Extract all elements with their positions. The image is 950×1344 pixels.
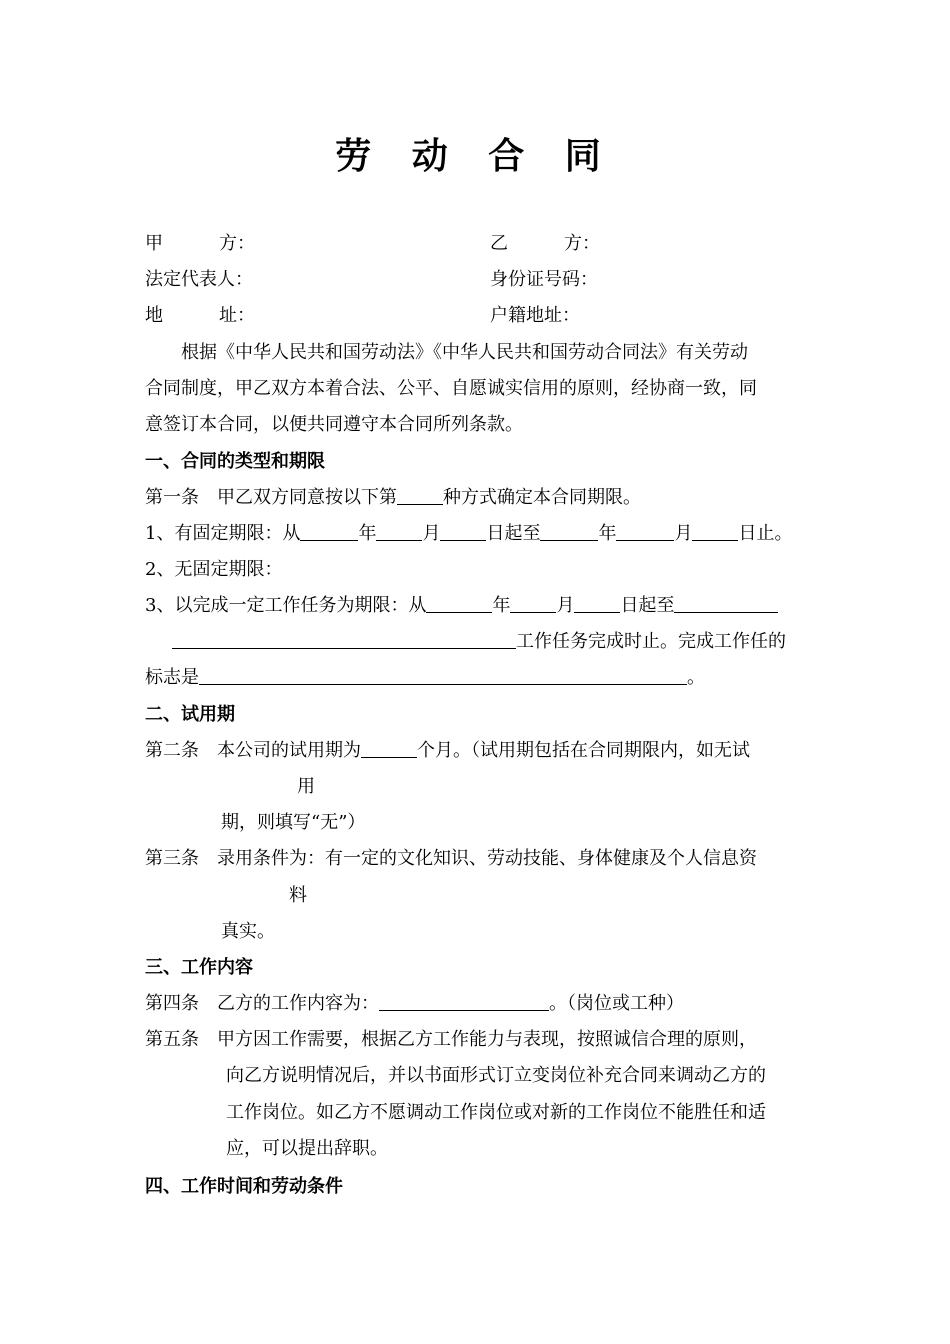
day-from-label: 日起至	[620, 595, 675, 616]
section-2-heading: 二、试用期	[145, 704, 235, 725]
article-4-text: 第四条 乙方的工作内容为：	[145, 993, 379, 1014]
id-number-label: 身份证号码：	[490, 269, 598, 290]
article-2-text-end: 个月。（试用期包括在合同期限内，如无试	[417, 740, 750, 761]
year-label: 年	[358, 523, 377, 544]
option-3-text: 3、以完成一定工作任务为期限：从	[145, 595, 427, 616]
option-2: 2、无固定期限：	[145, 559, 283, 580]
blank-start-day[interactable]	[440, 522, 486, 541]
party-b-line	[490, 232, 600, 256]
article-4-text-end: 。（岗位或工种）	[549, 993, 684, 1014]
blank-task-month[interactable]	[510, 594, 556, 613]
blank-end-day[interactable]	[692, 522, 738, 541]
month-label: 月	[556, 595, 575, 616]
article-2	[145, 739, 750, 763]
address-colon: 址：	[219, 305, 255, 326]
day-end-label: 日止。	[738, 523, 793, 544]
preamble-line-3: 意签订本合同，以便共同遵守本合同所列条款。	[145, 414, 523, 435]
article-5-line-3: 工作岗位。如乙方不愿调动工作岗位或对新的工作岗位不能胜任和适	[226, 1102, 766, 1123]
legal-rep-label: 法定代表人：	[145, 269, 253, 290]
address-line	[145, 304, 255, 328]
month-label: 月	[422, 523, 441, 544]
article-2-wrap-2: 期，则填写“无”）	[221, 812, 366, 833]
blank-job-content[interactable]	[379, 992, 549, 1011]
blank-end-month[interactable]	[616, 522, 674, 541]
party-a-label: 甲	[145, 233, 163, 254]
section-1-heading: 一、合同的类型和期限	[145, 451, 325, 472]
option-3-mark-end: 。	[687, 667, 705, 688]
preamble-line-1: 根据《中华人民共和国劳动法》《中华人民共和国劳动合同法》有关劳动	[181, 342, 748, 363]
article-3: 第三条 录用条件为：有一定的文化知识、劳动技能、身体健康及个人信息资	[145, 848, 757, 869]
article-1-text-end: 种方式确定本合同期限。	[443, 487, 641, 508]
blank-end-year[interactable]	[540, 522, 598, 541]
article-1-text: 第一条 甲乙双方同意按以下第	[145, 487, 397, 508]
blank-probation-months[interactable]	[361, 739, 417, 758]
blank-task-description[interactable]	[172, 630, 516, 649]
option-1-text: 1、有固定期限：从	[145, 523, 301, 544]
year-label: 年	[492, 595, 511, 616]
option-3-continued	[172, 630, 786, 654]
section-4-heading: 四、工作时间和劳动条件	[145, 1176, 343, 1197]
party-a-line	[145, 232, 255, 256]
section-3-heading: 三、工作内容	[145, 957, 253, 978]
option-3	[145, 594, 778, 618]
blank-start-year[interactable]	[300, 522, 358, 541]
blank-task-end[interactable]	[674, 594, 778, 613]
preamble-line-2: 合同制度，甲乙双方本着合法、公平、自愿诚实信用的原则，经协商一致，同	[145, 378, 757, 399]
party-a-colon: 方：	[219, 233, 255, 254]
blank-task-day[interactable]	[574, 594, 620, 613]
blank-option-number[interactable]	[397, 486, 443, 505]
option-3-mark-text: 标志是	[145, 667, 199, 688]
blank-start-month[interactable]	[376, 522, 422, 541]
option-3-continued-text: 工作任务完成时止。完成工作任的	[516, 631, 786, 652]
article-2-wrap-1: 用	[297, 776, 315, 797]
party-b-colon: 方：	[564, 233, 600, 254]
address-label: 地	[145, 305, 163, 326]
article-5-line-4: 应，可以提出辞职。	[226, 1138, 388, 1159]
option-3-mark	[145, 666, 705, 690]
household-address-label: 户籍地址：	[490, 305, 580, 326]
article-5-line-2: 向乙方说明情况后，并以书面形式订立变岗位补充合同来调动乙方的	[226, 1065, 766, 1086]
article-4	[145, 992, 684, 1016]
year-label: 年	[598, 523, 617, 544]
article-2-text: 第二条 本公司的试用期为	[145, 740, 361, 761]
article-1	[145, 486, 641, 510]
article-3-wrap-2: 真实。	[221, 921, 275, 942]
day-from-label: 日起至	[486, 523, 541, 544]
document-title: 劳 动 合 同	[335, 135, 615, 177]
blank-completion-mark[interactable]	[199, 666, 687, 685]
article-5-line-1: 第五条 甲方因工作需要，根据乙方工作能力与表现，按照诚信合理的原则，	[145, 1029, 757, 1050]
article-3-wrap-1: 料	[289, 885, 307, 906]
month-label: 月	[674, 523, 693, 544]
blank-task-year[interactable]	[426, 594, 492, 613]
option-1	[145, 522, 792, 546]
party-b-label: 乙	[490, 233, 508, 254]
